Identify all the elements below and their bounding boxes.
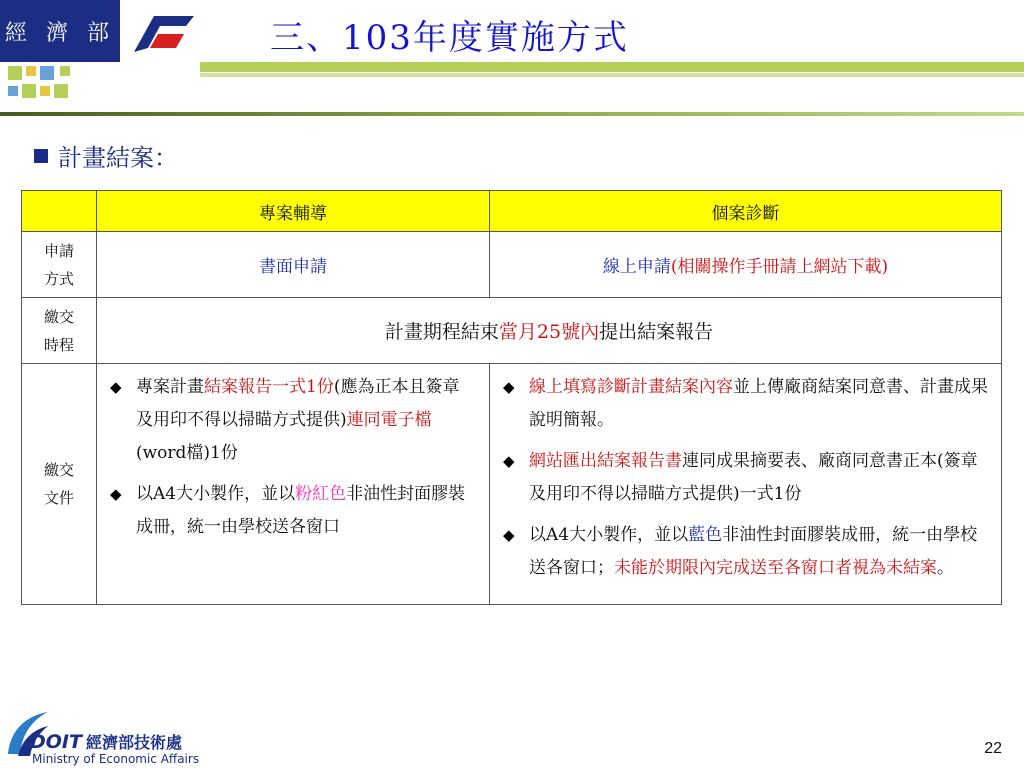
footer-brand — [30, 730, 200, 766]
slide-title: 三、103年度實施方式 — [270, 18, 629, 58]
ministry-label: 經 濟 部 — [0, 0, 120, 62]
doc-item-text: 並上傳廠商結案同意書、計畫成果說明簡報。 — [529, 377, 988, 430]
row-label-schedule: 繳交時程 — [22, 298, 97, 364]
table-row-schedule — [22, 298, 1002, 364]
apply-manual-note: (相關操作手冊請上網站下載) — [670, 257, 889, 277]
doc-item-text: 線上填寫診斷計畫結案內容 — [529, 377, 733, 397]
closing-plan-table — [21, 190, 1002, 605]
docs-diagnosis-cell — [490, 364, 1002, 605]
brand-en: Ministry of Economic Affairs — [32, 752, 200, 766]
doc-item-text: 非油性封面膠裝成冊，統一由學校送各窗口； — [529, 525, 978, 578]
table-row-docs — [22, 364, 1002, 605]
doc-item-text: 連同電子檔 — [346, 410, 432, 430]
doc-item — [503, 519, 988, 585]
brand-cn: 經濟部技術處 — [85, 733, 182, 752]
doc-item-text: 非油性封面膠裝成冊，統一由學校送各窗口 — [136, 484, 466, 537]
schedule-deadline: 當月25號內 — [498, 321, 600, 343]
doc-item-text: (word檔)1份 — [136, 443, 238, 463]
docs-project-cell — [97, 364, 490, 605]
doc-item-text: 專案計畫 — [136, 377, 204, 397]
apply-online-text: 線上申請 — [602, 257, 671, 277]
header-cell-diagnosis: 個案診斷 — [490, 191, 1002, 232]
diamond-bullet-icon: ◆ — [503, 378, 515, 396]
schedule-text-a: 計畫期程結束 — [384, 321, 499, 343]
doc-item-text: 以A4大小製作，並以 — [529, 525, 689, 545]
doc-item — [503, 371, 988, 437]
docs-project-list — [98, 365, 488, 562]
schedule-cell — [97, 298, 1002, 364]
schedule-text-c: 提出結案報告 — [599, 321, 714, 343]
row-label-docs: 繳交文件 — [22, 364, 97, 605]
diamond-bullet-icon: ◆ — [110, 485, 122, 503]
doc-item-text: 藍色 — [688, 525, 723, 545]
ministry-logo-icon — [124, 8, 196, 58]
header-divider — [0, 112, 1024, 116]
doc-item — [503, 445, 988, 511]
doc-item-text: 粉紅色 — [295, 484, 347, 504]
header-bar-thin — [200, 73, 1024, 77]
table-header-row — [22, 191, 1002, 232]
docs-diagnosis-list — [491, 365, 1000, 603]
diamond-bullet-icon: ◆ — [110, 378, 122, 396]
doc-item-text: 。 — [937, 558, 954, 578]
apply-project-cell: 書面申請 — [97, 232, 490, 298]
doc-item — [110, 371, 476, 470]
header-bar — [200, 62, 1024, 72]
doc-item — [110, 478, 476, 544]
page-number: 22 — [984, 740, 1002, 757]
doc-item-text: 未能於期限內完成送至各窗口者視為未結案 — [614, 558, 937, 578]
row-label-apply: 申請方式 — [22, 232, 97, 298]
section-heading-text: 計畫結案： — [58, 144, 178, 172]
doc-item-text: 以A4大小製作，並以 — [136, 484, 296, 504]
header-cell-empty — [22, 191, 97, 232]
doc-item-text: 連同成果摘要表、廠商同意書正本(簽章及用印不得以掃瞄方式提供)一式1份 — [529, 451, 978, 504]
section-heading — [34, 138, 178, 173]
doc-item-text: 網站匯出結案報告書 — [529, 451, 682, 471]
doc-item-text: 結案報告一式1份 — [204, 377, 334, 397]
doc-item-text: (應為正本且簽章及用印不得以掃瞄方式提供) — [136, 377, 460, 430]
apply-diagnosis-cell — [490, 232, 1002, 298]
diamond-bullet-icon: ◆ — [503, 526, 515, 544]
brand-doit: DOIT — [30, 731, 82, 753]
table-row-apply — [22, 232, 1002, 298]
square-bullet-icon — [34, 149, 48, 163]
header-decoration — [0, 62, 200, 110]
header-cell-project: 專案輔導 — [97, 191, 490, 232]
diamond-bullet-icon: ◆ — [503, 452, 515, 470]
